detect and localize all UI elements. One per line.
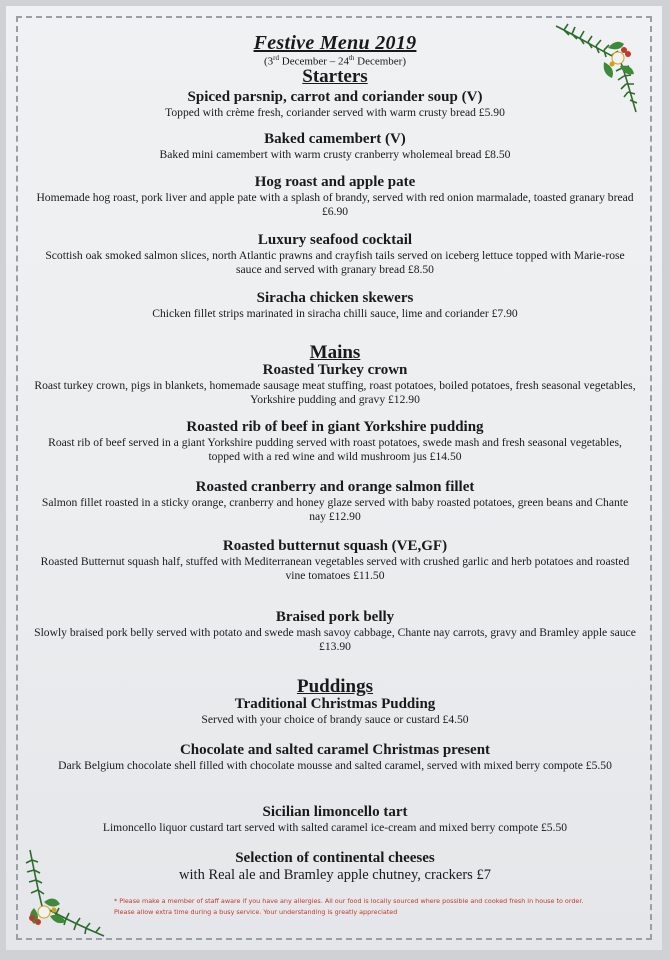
item-description: Roasted Butternut squash half, stuffed with Mediterranean vegetables served with crushed garlic and herb potatoes and roasted vine tomatoes £11.50: [40, 555, 630, 582]
menu-item: [34, 232, 636, 277]
menu-item: [34, 89, 636, 120]
menu-item: [34, 538, 636, 583]
item-name: Sicilian limoncello tart: [262, 804, 408, 820]
item-description: Chicken fillet strips marinated in siracha chilli sauce, lime and coriander £7.90: [152, 307, 518, 320]
item-name: Selection of continental cheeses: [235, 850, 435, 866]
allergy-notice-line: Please allow extra time during a busy service. Your understanding is greatly appreciated: [114, 908, 398, 916]
menu-item: [34, 419, 636, 464]
menu-title: Festive Menu 2019: [253, 32, 417, 54]
item-description: Baked mini camembert with warm crusty cranberry wholemeal bread £8.50: [159, 148, 511, 161]
item-description: Limoncello liquor custard tart served with salted caramel ice-cream and mixed berry compote £5.50: [102, 821, 568, 834]
item-name: Roasted cranberry and orange salmon fillet: [195, 479, 475, 495]
section-title-mains: Mains: [309, 342, 361, 363]
item-name: Roasted rib of beef in giant Yorkshire pudding: [186, 419, 484, 435]
menu-item: [34, 804, 636, 835]
menu-item: [34, 479, 636, 524]
menu-item: [34, 742, 636, 773]
item-description: Homemade hog roast, pork liver and apple pate with a splash of brandy, served with red onion marmalade, toasted granary bread £6.90: [36, 191, 634, 218]
item-name: Siracha chicken skewers: [256, 290, 414, 306]
dates-open: (3: [263, 55, 274, 68]
item-description: Roast rib of beef served in a giant Yorkshire pudding served with roast potatoes, swede mash and fresh seasonal vegetables, topped with a red wine and wild mushroom jus £14.50: [48, 436, 622, 463]
item-description: Slowly braised pork belly served with potato and swede mash savoy cabbage, Chante nay carrots, gravy and Bramley apple sauce £13.90: [34, 626, 636, 653]
item-description: Served with your choice of brandy sauce or custard £4.50: [201, 713, 469, 726]
item-name: Luxury seafood cocktail: [257, 232, 413, 248]
menu-item: [34, 174, 636, 219]
menu-item: [34, 362, 636, 407]
menu-item: [34, 696, 636, 727]
item-description: Scottish oak smoked salmon slices, north Atlantic prawns and crayfish tails served on iceberg lettuce topped with Marie-rose sauce and served with granary bread £8.50: [45, 249, 625, 276]
item-name: Baked camembert (V): [264, 131, 406, 147]
item-name: Chocolate and salted caramel Christmas present: [179, 742, 491, 758]
section-title-starters: Starters: [302, 66, 368, 87]
item-description: with Real ale and Bramley apple chutney, crackers £7: [179, 867, 491, 883]
item-description: Dark Belgium chocolate shell filled with chocolate mousse and salted caramel, served with mixed berry compote £5.50: [58, 759, 612, 772]
dates-end-suffix: th: [348, 54, 355, 62]
menu-item: [34, 290, 636, 321]
menu-item: [34, 609, 636, 654]
item-description: Topped with crème fresh, coriander served with warm crusty bread £5.90: [165, 106, 505, 119]
dates-close: December): [354, 55, 407, 68]
menu-header: [0, 32, 670, 68]
dates-mid: December – 24: [279, 55, 349, 68]
item-name: Roasted Turkey crown: [262, 362, 408, 378]
item-name: Braised pork belly: [275, 609, 395, 625]
allergy-notice-line: * Please make a member of staff aware if you have any allergies. All our food is locally sourced where possible and cooked fresh in house to order.: [114, 897, 584, 905]
item-description: Salmon fillet roasted in a sticky orange, cranberry and honey glaze served with baby roasted potatoes, green beans and Chante nay £12.90: [41, 496, 629, 523]
menu-item: [34, 131, 636, 162]
menu-item: [34, 850, 636, 884]
dates-start-suffix: rd: [273, 54, 279, 62]
section-title-puddings: Puddings: [296, 676, 374, 697]
item-name: Hog roast and apple pate: [254, 174, 416, 190]
item-name: Roasted butternut squash (VE,GF): [222, 538, 448, 554]
allergy-notice: [114, 896, 610, 918]
item-name: Spiced parsnip, carrot and coriander soup (V): [187, 89, 483, 105]
item-description: Roast turkey crown, pigs in blankets, homemade sausage meat stuffing, roast potatoes, boiled potatoes, fresh seasonal vegetables, Yorkshire pudding and gravy £12.90: [34, 379, 636, 406]
item-name: Traditional Christmas Pudding: [234, 696, 436, 712]
